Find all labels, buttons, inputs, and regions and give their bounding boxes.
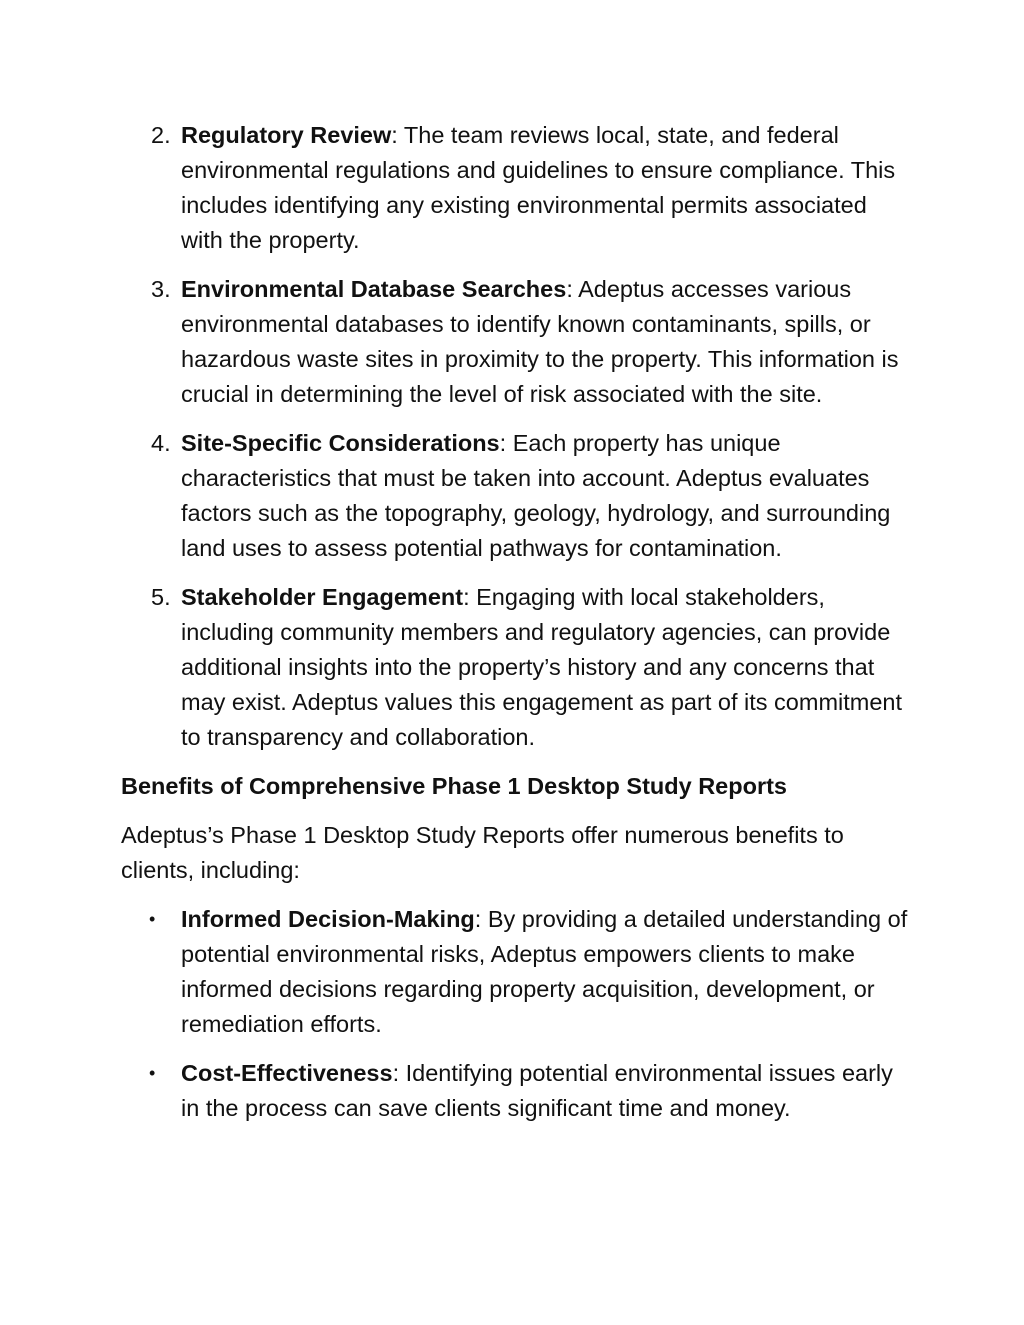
list-item-text: : Each property has unique characteristics that must be taken into account. Adeptus evaluates factors such as the topography, geology, hydrology, and surrounding land uses to assess potential pathways for contamination. bbox=[181, 430, 891, 561]
list-item-text: : The team reviews local, state, and federal environmental regulations and guidelines to ensure compliance. This includes identifying any existing environmental permits associated with the property. bbox=[181, 122, 896, 253]
bullet-icon: • bbox=[149, 1063, 156, 1083]
list-item bbox=[121, 1056, 911, 1126]
list-item bbox=[121, 580, 911, 755]
section-intro: Adeptus’s Phase 1 Desktop Study Reports offer numerous benefits to clients, including: bbox=[121, 822, 844, 883]
list-item-title: Stakeholder Engagement bbox=[181, 584, 464, 610]
list-item bbox=[121, 426, 911, 566]
list-item-title: Regulatory Review bbox=[181, 122, 392, 148]
numbered-list bbox=[121, 118, 911, 755]
bullet-icon: • bbox=[149, 909, 156, 929]
section-heading: Benefits of Comprehensive Phase 1 Desktop Study Reports bbox=[121, 773, 787, 799]
list-item-title: Cost-Effectiveness bbox=[181, 1060, 393, 1086]
list-number: 2. bbox=[151, 122, 171, 148]
list-item bbox=[121, 902, 911, 1042]
list-item-text: : Identifying potential environmental issues early in the process can save clients significant time and money. bbox=[181, 1060, 893, 1121]
bullet-list bbox=[121, 902, 911, 1126]
list-item-title: Informed Decision-Making bbox=[181, 906, 475, 932]
list-number: 4. bbox=[151, 430, 171, 456]
list-item-text: : Adeptus accesses various environmental databases to identify known contaminants, spills, or hazardous waste sites in proximity to the property. This information is crucial in determining the level of risk associated with the site. bbox=[181, 276, 899, 407]
document-content bbox=[121, 118, 911, 1140]
list-number: 3. bbox=[151, 276, 171, 302]
list-item-title: Site-Specific Considerations bbox=[181, 430, 500, 456]
list-item-title: Environmental Database Searches bbox=[181, 276, 567, 302]
list-item bbox=[121, 272, 911, 412]
list-number: 5. bbox=[151, 584, 171, 610]
list-item-text: : By providing a detailed understanding of potential environmental risks, Adeptus empowers clients to make informed decisions regarding property acquisition, development, or remediation efforts. bbox=[181, 906, 908, 1037]
list-item bbox=[121, 118, 911, 258]
list-item-text: : Engaging with local stakeholders, including community members and regulatory agencies, can provide additional insights into the property’s history and any concerns that may exist. Adeptus values this engagement as part of its commitment to transparency and collaboration. bbox=[181, 584, 903, 750]
